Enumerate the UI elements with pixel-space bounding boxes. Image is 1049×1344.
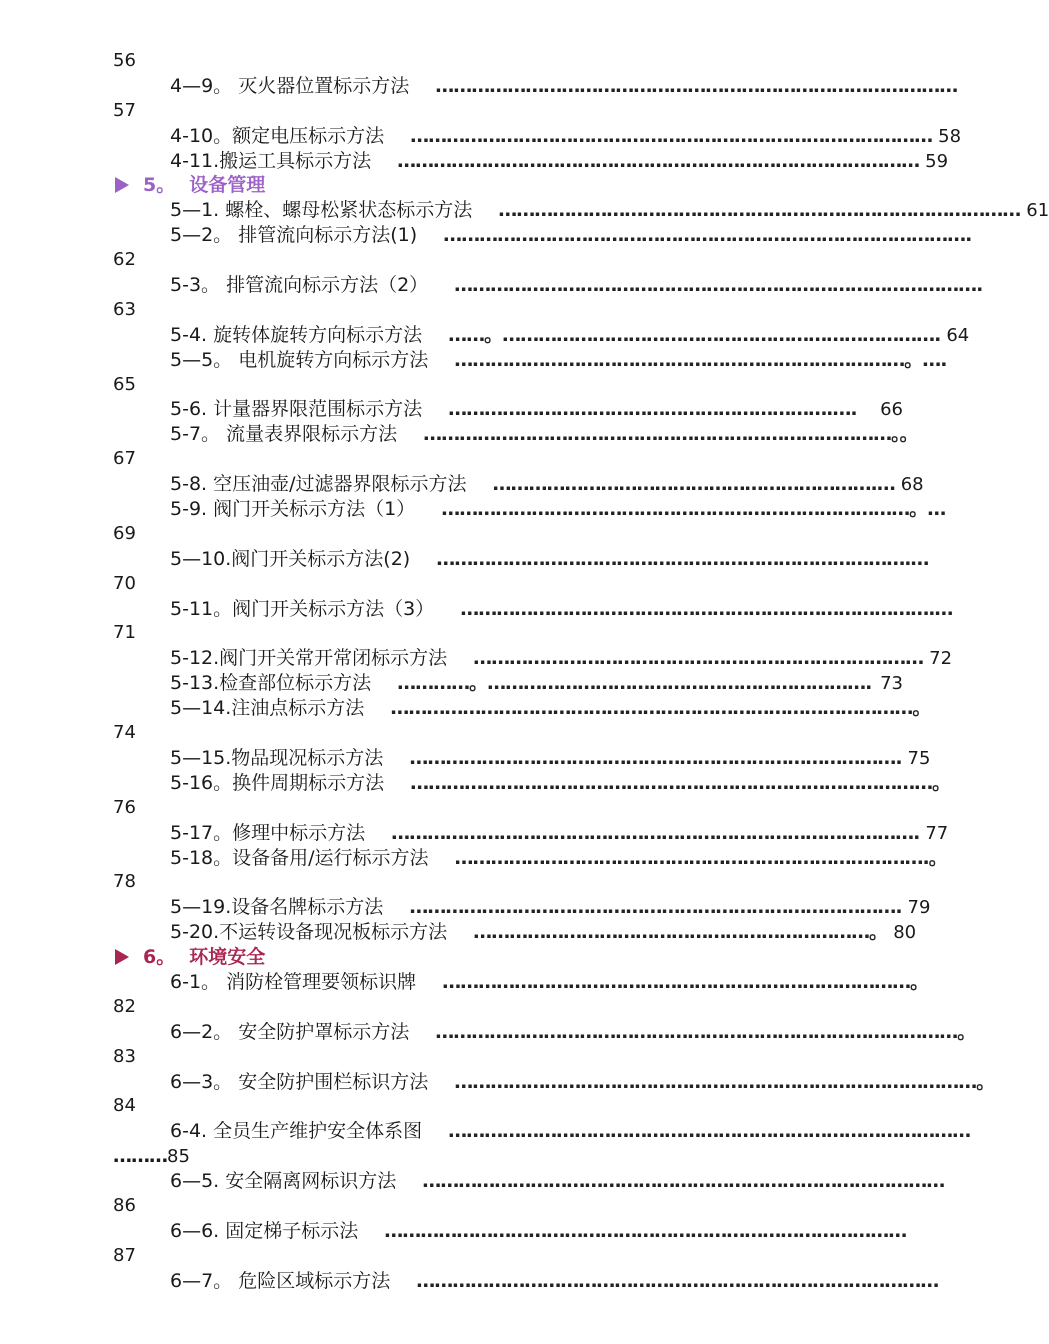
toc-entry-link[interactable] <box>170 323 970 349</box>
entry-page-number: 75 <box>907 747 931 769</box>
entry-page-number: 80 <box>893 922 917 944</box>
dot-leader: ……………………………………………………………………。… <box>441 498 946 521</box>
dot-leader: …………………………………………………………。 <box>473 921 888 944</box>
page-number: 67 <box>113 448 136 470</box>
toc-entry-link[interactable] <box>170 970 929 995</box>
dot-leader: …………………………………………………………………………… <box>410 124 933 147</box>
page-number-line <box>0 298 950 323</box>
entry-title: 6—7。 危险区域标示方法 <box>170 1269 391 1292</box>
entry-title: 5—10.阀门开关标示方法(2) <box>170 547 411 570</box>
page-number: 85 <box>167 1146 190 1168</box>
toc-entry <box>0 497 950 522</box>
dot-leader: ……… <box>113 1145 167 1168</box>
toc-entry-link[interactable] <box>170 821 949 847</box>
dot-leader: ……………………………………………………………………………. <box>454 274 983 297</box>
page-number: 65 <box>113 373 136 395</box>
toc-entry-link[interactable] <box>170 1269 939 1294</box>
toc-entry <box>0 970 950 995</box>
toc-entry <box>0 323 970 348</box>
dot-leader: …………………………………………………………………………… <box>422 1170 945 1193</box>
toc-entry-link[interactable] <box>170 895 931 921</box>
section-heading <box>0 173 950 198</box>
toc-entry <box>0 273 983 298</box>
page-number-line <box>0 373 950 398</box>
dot-leader: ……………………………………………………………………………. <box>391 821 920 844</box>
page-number: 71 <box>113 622 136 644</box>
entry-title: 4—9。 灭火器位置标示方法 <box>170 74 410 97</box>
dot-leader: …………………………………………………………………………… <box>397 149 920 172</box>
toc-entry-link[interactable] <box>170 920 917 946</box>
toc-entry-link[interactable] <box>170 846 947 871</box>
toc-entry-link[interactable] <box>170 74 958 99</box>
toc-entry-link[interactable] <box>170 1119 971 1144</box>
toc-entry <box>0 74 958 99</box>
toc-entry <box>0 223 972 248</box>
dot-leader-line <box>113 1144 190 1170</box>
page-number: 74 <box>113 722 136 744</box>
toc-entry-link[interactable] <box>170 1219 907 1244</box>
toc-entry <box>0 671 950 696</box>
dot-leader: ……。………………………………………………………………. <box>448 323 941 346</box>
dot-leader: ……………………………………………………………………………. <box>443 224 972 247</box>
page-number-line <box>0 621 950 646</box>
section-heading-link[interactable] <box>115 173 265 198</box>
entry-title: 5—15.物品现况标示方法 <box>170 746 384 769</box>
toc-entry <box>0 895 950 920</box>
toc-entry <box>0 771 950 796</box>
page-number-line <box>0 995 950 1020</box>
entry-title: 5-13.检查部位标示方法 <box>170 672 372 695</box>
dot-leader: ……………………………………………………………………………。 <box>390 697 931 720</box>
triangle-bullet-icon <box>115 949 129 965</box>
toc-entry-link[interactable] <box>170 547 929 572</box>
dot-leader: …………………………………………………………………………… <box>416 1269 939 1292</box>
entry-title: 6—3。 安全防护围栏标识方法 <box>170 1070 429 1093</box>
entry-page-number: 66 <box>880 399 903 421</box>
toc-entry-link[interactable] <box>170 1020 976 1045</box>
entry-title: 4-11.搬运工具标示方法 <box>170 149 372 172</box>
page-number-line <box>0 99 950 124</box>
entry-title: 5-18。设备备用/运行标示方法 <box>170 846 429 869</box>
page-number-line <box>0 721 950 746</box>
toc-entry-link[interactable] <box>170 124 962 150</box>
entry-title: 5-8. 空压油壶/过滤器界限标示方法 <box>170 473 467 496</box>
toc-entry-link[interactable] <box>170 397 903 423</box>
section-title: 环境安全 <box>189 946 266 969</box>
toc-entry-link[interactable] <box>170 422 918 447</box>
page-number-line <box>0 572 950 597</box>
entry-page-number: 68 <box>900 474 924 496</box>
entry-page-number: 64 <box>946 324 970 346</box>
page-number: 69 <box>113 522 136 544</box>
dot-leader: ……………………………………………………….…. <box>448 398 857 421</box>
dot-leader: ……………………………………………………….… <box>492 473 895 496</box>
toc-entry-link[interactable] <box>170 472 924 498</box>
entry-title: 5—1. 螺栓、螺母松紧状态标示方法 <box>170 199 473 222</box>
page-number: 76 <box>113 796 136 818</box>
page-number-line <box>0 522 950 547</box>
toc-entry-link[interactable] <box>170 1169 945 1194</box>
dot-leader: ……………………………………………………………………………。 <box>410 771 951 794</box>
toc-entry <box>0 149 950 174</box>
section-heading <box>0 945 950 970</box>
toc-entry-link[interactable] <box>170 1070 995 1095</box>
entry-page-number: 77 <box>925 822 949 844</box>
page-number: 83 <box>113 1045 136 1067</box>
dot-leader: ……………………………………………………………………………。 <box>454 1070 995 1093</box>
entry-page-number: 73 <box>880 673 903 695</box>
toc-entry <box>0 397 950 422</box>
entry-page-number: 79 <box>907 897 931 919</box>
toc-entry-link[interactable] <box>170 746 931 772</box>
page-number-line <box>0 1094 950 1119</box>
entry-title: 5—2。 排管流向标示方法(1) <box>170 224 418 247</box>
toc-entry <box>0 646 953 671</box>
entry-title: 6-1。 消防栓管理要领标识牌 <box>170 970 417 993</box>
dot-leader-continuation <box>0 1144 950 1169</box>
toc-entry <box>0 597 953 622</box>
toc-entry <box>0 422 950 447</box>
toc-entry <box>0 1219 950 1244</box>
section-heading-link[interactable] <box>115 945 265 970</box>
toc-entry <box>0 920 950 945</box>
entry-title: 6—6. 固定梯子标示法 <box>170 1219 359 1242</box>
section-number: 6。 <box>143 946 176 969</box>
page-number: 57 <box>113 99 136 121</box>
entry-title: 6-4. 全员生产维护安全体系图 <box>170 1120 423 1143</box>
entry-title: 5-11。阀门开关标示方法（3） <box>170 597 435 620</box>
entry-title: 5-12.阀门开关常开常闭标示方法 <box>170 647 448 670</box>
page-number: 63 <box>113 298 136 320</box>
entry-title: 5-20.不运转设备现况板标示方法 <box>170 921 448 944</box>
table-of-contents <box>0 49 1049 1294</box>
page-number: 56 <box>113 50 136 71</box>
page-number-line <box>0 1045 950 1070</box>
toc-entry-link[interactable] <box>170 771 951 796</box>
page-number: 86 <box>113 1194 136 1216</box>
entry-title: 5-16。换件周期标示方法 <box>170 771 385 794</box>
dot-leader: …………………………………………………………………。…. <box>454 348 947 371</box>
toc-entry <box>0 1269 950 1294</box>
dot-leader: …………………………………………………………………………… <box>384 1219 907 1242</box>
page-number: 87 <box>113 1244 136 1266</box>
toc-entry <box>0 1070 995 1095</box>
entry-title: 6—2。 安全防护罩标示方法 <box>170 1020 410 1043</box>
page-number-line <box>0 870 950 895</box>
entry-page-number: 72 <box>929 648 953 670</box>
page-number-line <box>0 49 950 74</box>
toc-entry <box>0 1169 950 1194</box>
toc-entry-link[interactable] <box>170 348 947 373</box>
toc-entry <box>0 198 1049 223</box>
toc-entry <box>0 472 950 497</box>
page-number: 62 <box>113 249 136 271</box>
dot-leader: …………………………………………………………………….。 <box>454 846 947 869</box>
entry-title: 5-6. 计量器界限范围标示方法 <box>170 398 423 421</box>
entry-page-number: 58 <box>938 125 962 147</box>
toc-entry <box>0 1119 971 1144</box>
page-number-line <box>0 1244 950 1269</box>
section-number: 5。 <box>143 174 176 197</box>
entry-title: 4-10。额定电压标示方法 <box>170 124 385 147</box>
entry-title: 6—5. 安全隔离网标识方法 <box>170 1170 397 1193</box>
dot-leader: …………………………………………………………………………… <box>435 74 958 97</box>
dot-leader: ……………………………………………………………………。。 <box>423 423 918 446</box>
page-number-line <box>0 1194 950 1219</box>
entry-title: 5—19.设备名牌标示方法 <box>170 896 384 919</box>
toc-entry-link[interactable] <box>170 273 983 298</box>
dot-leader: ……………………………………………………………………………。 <box>435 1020 976 1043</box>
dot-leader: ………………………………………………………………………. <box>409 896 902 919</box>
toc-entry <box>0 696 950 721</box>
toc-entry-link[interactable] <box>170 198 1049 224</box>
page-number: 70 <box>113 572 136 594</box>
toc-entry <box>0 746 950 771</box>
dot-leader: …………………………………………………………………………… <box>448 1120 971 1143</box>
entry-title: 5-17。修理中标示方法 <box>170 821 366 844</box>
page-number-line <box>0 248 950 273</box>
section-title: 设备管理 <box>189 174 266 197</box>
dot-leader: …………………………………………………………………….… <box>460 597 953 620</box>
toc-entry-link[interactable] <box>170 149 949 175</box>
dot-leader: …………。………………………………………………………. <box>397 672 872 695</box>
toc-entry-link[interactable] <box>170 497 946 522</box>
page-number-line <box>0 447 950 472</box>
entry-page-number: 59 <box>925 150 949 172</box>
dot-leader: ………………………………………………………………… <box>473 647 924 670</box>
dot-leader: ……………………………………………………………………。 <box>442 970 929 993</box>
toc-entry <box>0 846 950 871</box>
toc-entry-link[interactable] <box>170 646 953 672</box>
toc-entry-link[interactable] <box>170 597 953 622</box>
toc-entry <box>0 1020 976 1045</box>
triangle-bullet-icon <box>115 177 129 193</box>
toc-entry <box>0 821 950 846</box>
toc-entry <box>0 348 950 373</box>
entry-title: 5-4. 旋转体旋转方向标示方法 <box>170 323 423 346</box>
page-number: 84 <box>113 1095 136 1117</box>
entry-title: 5-7。 流量表界限标示方法 <box>170 423 398 446</box>
entry-title: 5—5。 电机旋转方向标示方法 <box>170 348 429 371</box>
entry-title: 5—14.注油点标示方法 <box>170 697 365 720</box>
page-number-line <box>0 796 950 821</box>
entry-title: 5-3。 排管流向标示方法（2） <box>170 274 429 297</box>
toc-entry <box>0 124 962 149</box>
toc-entry-link[interactable] <box>170 671 903 697</box>
page-number: 82 <box>113 995 136 1017</box>
dot-leader: …………………………………………………………………………… <box>498 199 1021 222</box>
toc-entry-link[interactable] <box>170 696 931 721</box>
toc-entry <box>0 547 950 572</box>
dot-leader: ………………………………………………………………………. <box>409 746 902 769</box>
entry-page-number: 61 <box>1026 200 1049 222</box>
toc-entry-link[interactable] <box>170 223 972 248</box>
entry-title: 5-9. 阀门开关标示方法（1） <box>170 498 416 521</box>
dot-leader: …………………………………………………………………….… <box>436 547 929 570</box>
page-number: 78 <box>113 871 136 893</box>
